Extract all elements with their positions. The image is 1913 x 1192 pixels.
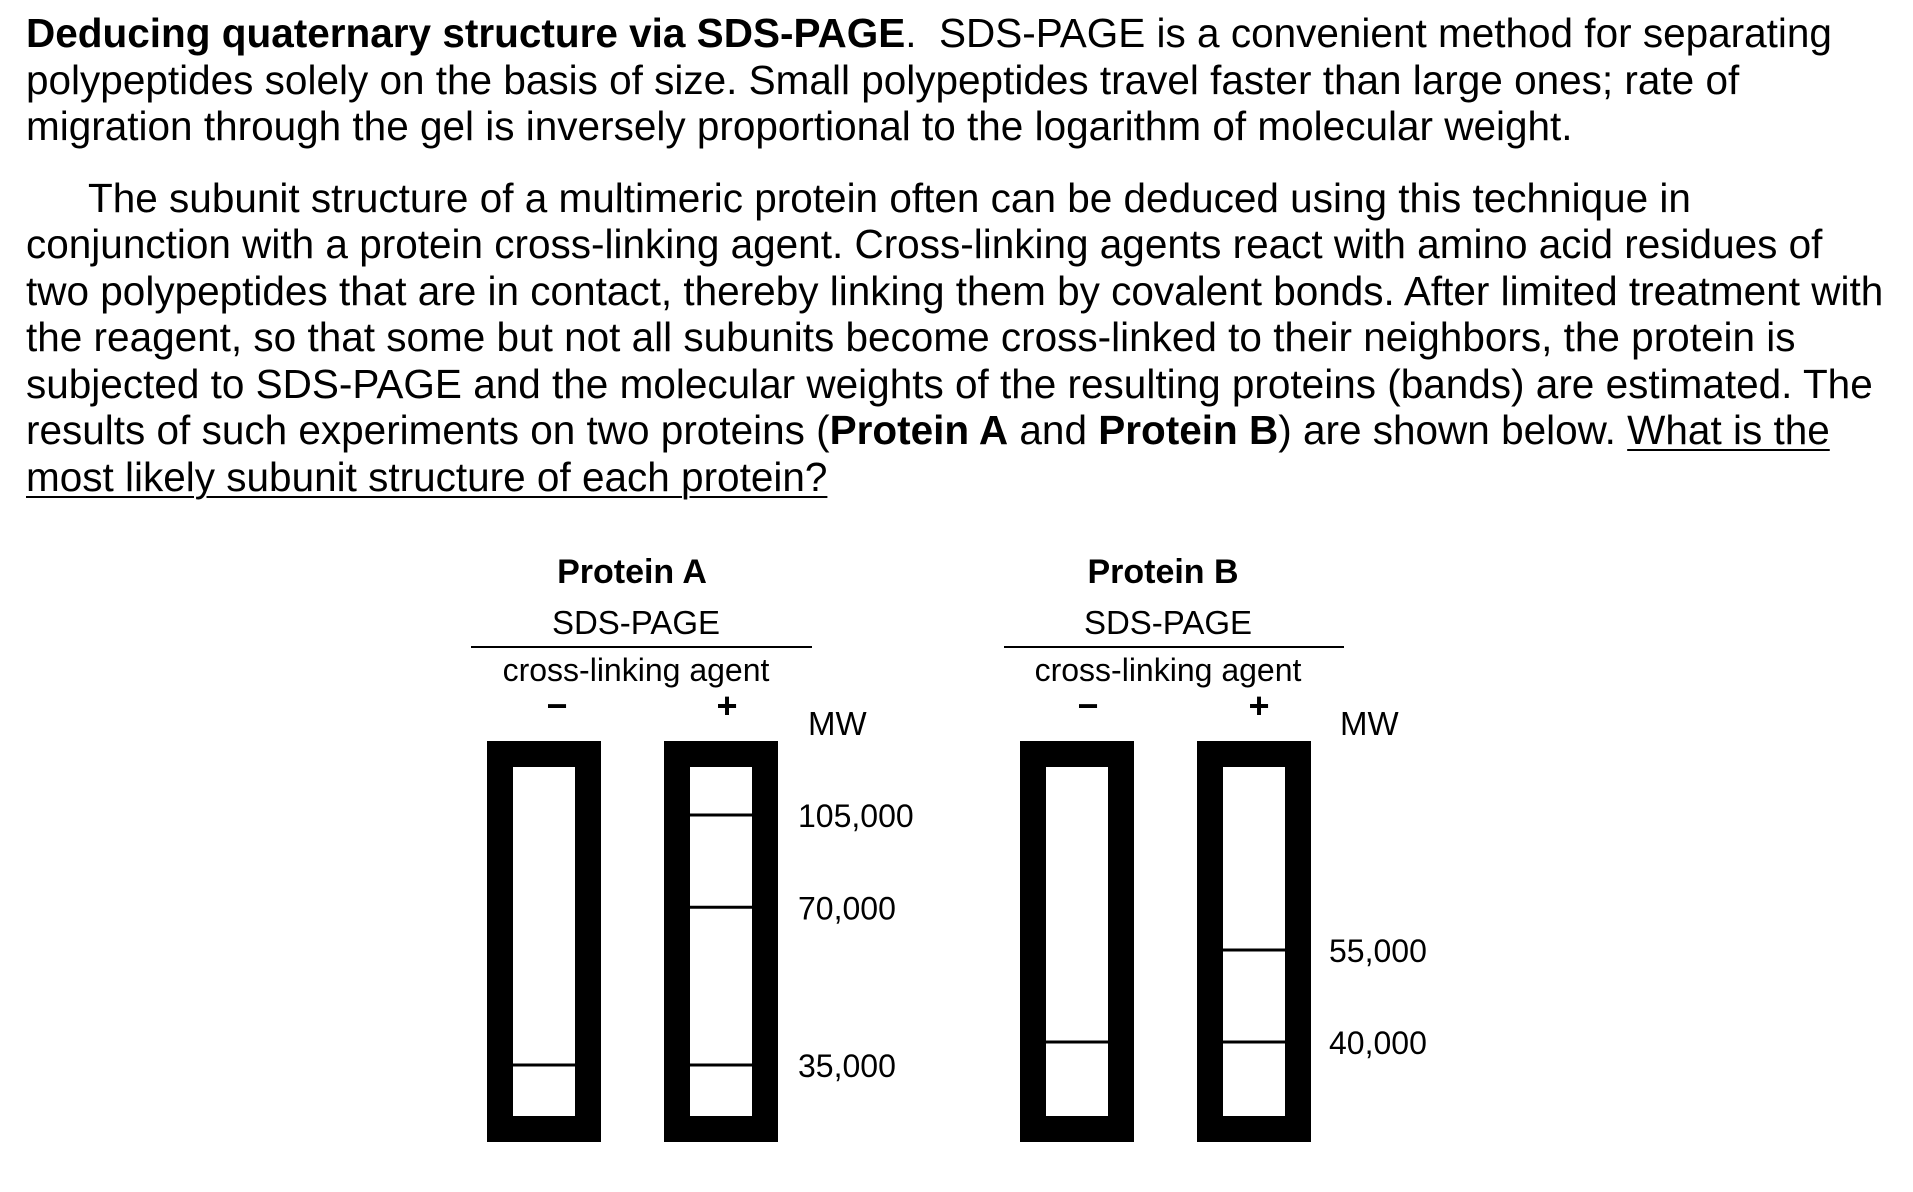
lane-sign-minus: −	[546, 685, 568, 726]
question-text: What is the most likely subunit structure of each protein?	[26, 407, 1830, 500]
mw-label: 35,000	[798, 1048, 896, 1084]
gel-protein-a	[471, 553, 914, 1129]
gel-agent-label: cross-linking agent	[502, 652, 770, 688]
mw-label: 40,000	[1329, 1025, 1427, 1061]
gel-agent-label: cross-linking agent	[1034, 652, 1302, 688]
protein-a-mention: Protein A	[829, 407, 1009, 453]
problem-title: Deducing quaternary structure via SDS-PAGE	[26, 10, 906, 56]
gel-lane-minus	[1033, 754, 1121, 1129]
protein-b-mention: Protein B	[1098, 407, 1279, 453]
title-punctuation: .	[905, 10, 917, 56]
gel-lane-plus	[1210, 754, 1298, 1129]
cross-linking-text: The subunit structure of a multimeric protein often can be deduced using this technique in conjunction with a protein cross-linking agent. Cross-linking agents react with amino acid residues of two polypeptides that are in contact, thereby linking them by covalent bonds. After limited treatment with the reagent, so that some but not all subunits become cross-linked to their neighbors, the protein is subjected to SDS-PAGE and the molecular weights of the resulting proteins (bands) are estimated. The results of such experiments on two proteins (	[26, 174, 1884, 453]
and-text: and	[1008, 407, 1099, 453]
shown-below-text: ) are shown below.	[1278, 407, 1628, 453]
intro-text: SDS-PAGE is a convenient method for separating polypeptides solely on the basis of size. Small polypeptides travel faster than large ones; rate of migration through the gel is inversely proportional to the logarithm of molecular weight.	[26, 10, 1832, 149]
gel-title: Protein A	[557, 553, 707, 591]
mw-label: 55,000	[1329, 933, 1427, 969]
mw-header: MW	[1340, 705, 1399, 742]
mw-label: 70,000	[798, 890, 896, 927]
gel-lane-plus	[677, 754, 765, 1129]
gel-method-label: SDS-PAGE	[1083, 604, 1253, 641]
mw-label: 105,000	[798, 798, 914, 834]
gel-method-label: SDS-PAGE	[551, 604, 721, 641]
mw-header: MW	[808, 705, 867, 742]
lane-sign-minus: −	[1077, 685, 1099, 726]
gel-title: Protein B	[1087, 553, 1239, 591]
gel-protein-b	[1004, 553, 1427, 1192]
lane-sign-plus: +	[716, 685, 738, 726]
gel-lane-minus	[500, 754, 588, 1129]
lane-sign-plus: +	[1248, 685, 1270, 726]
